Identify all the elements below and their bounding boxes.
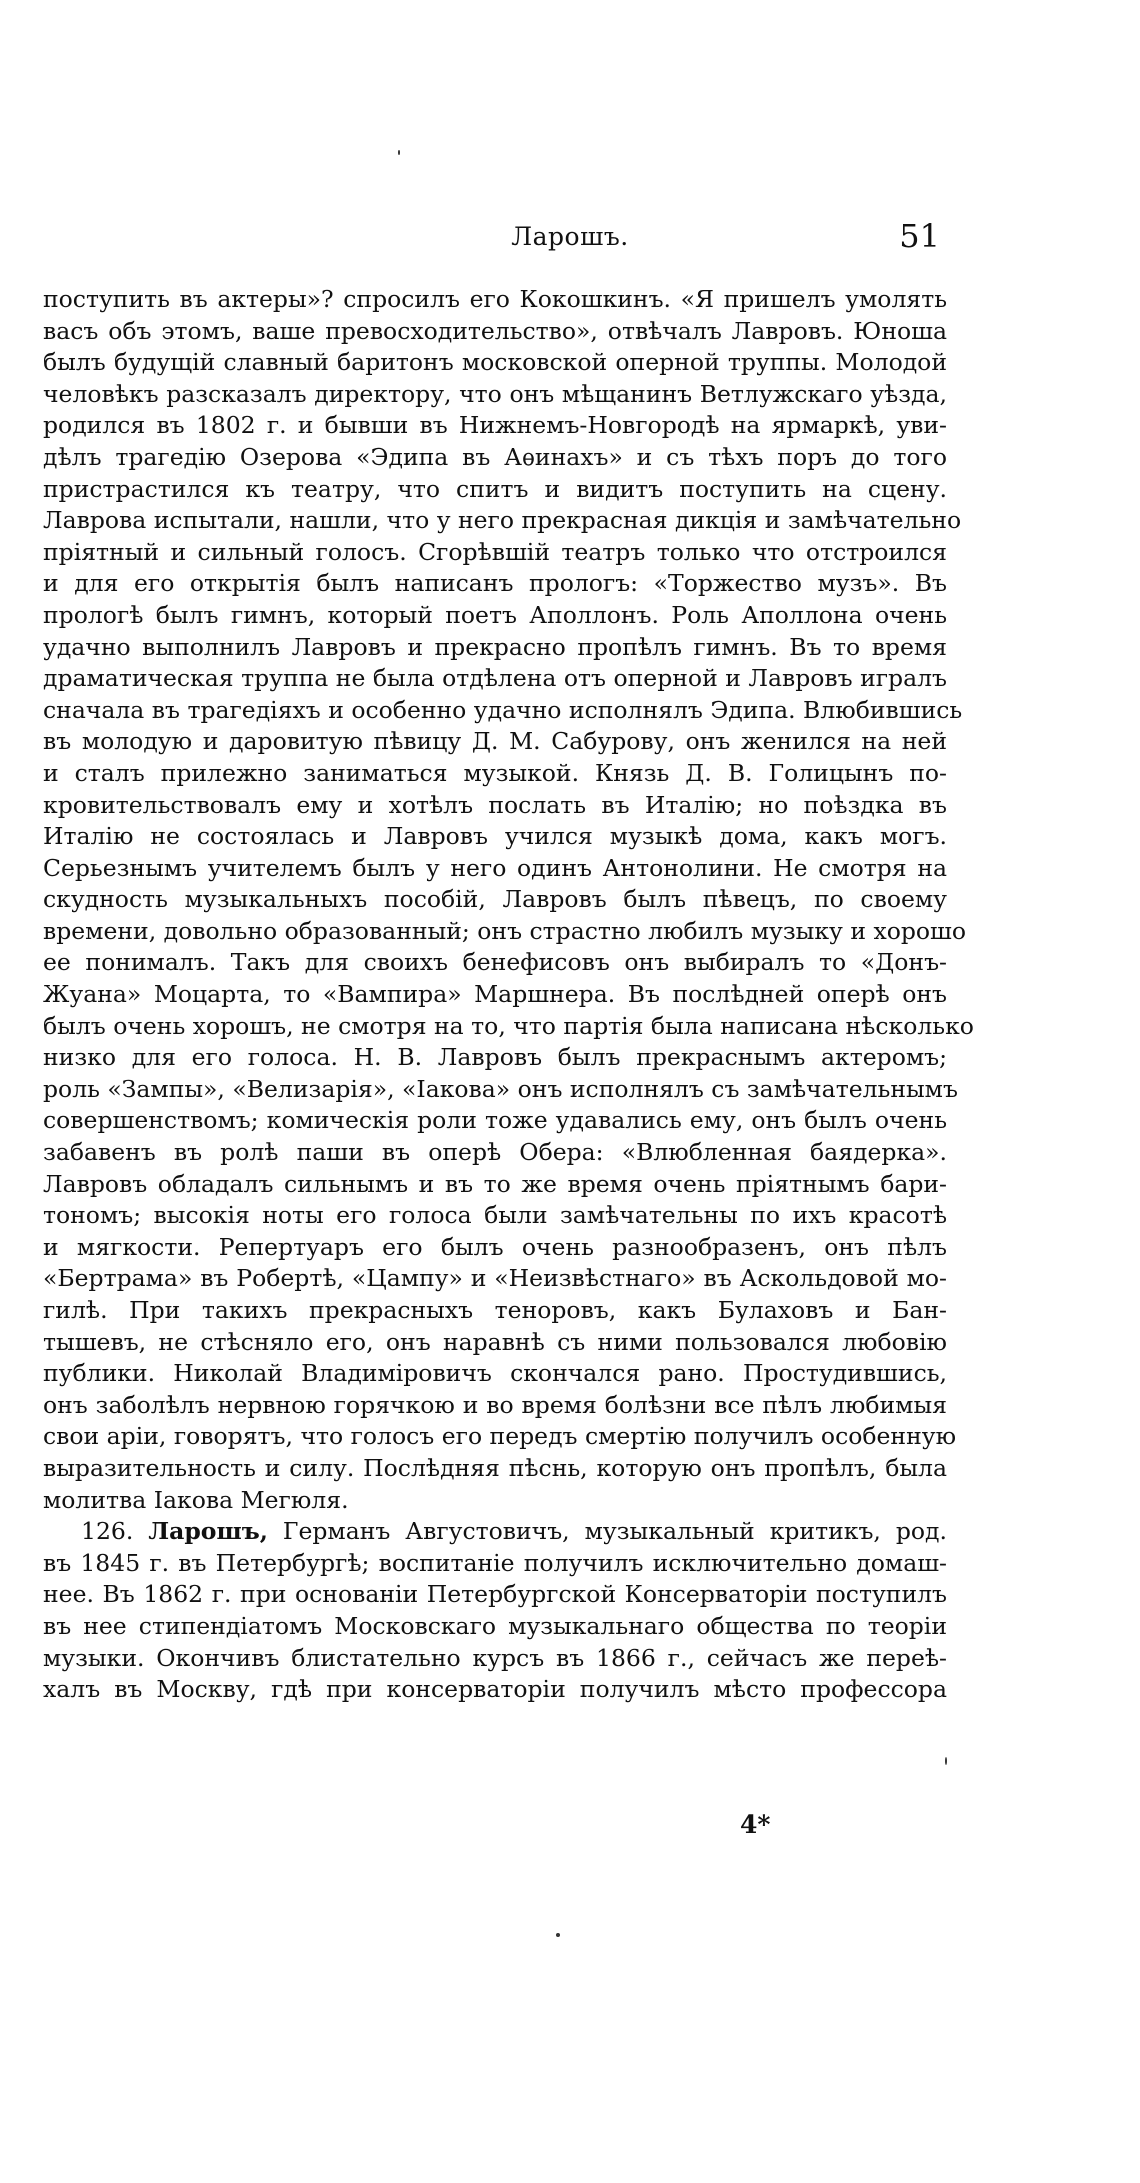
text-line: дѣлъ трагедію Озерова «Эдипа въ Аѳинахъ» и съ тѣхъ поръ до того — [43, 442, 947, 471]
signature-mark: 4* — [740, 1810, 771, 1839]
text-line: свои аріи, говорятъ, что голосъ его передъ смертію получилъ особенную — [43, 1422, 957, 1451]
text-line: молитва Іакова Мегюля. — [43, 1485, 349, 1514]
text-line: тышевъ, не стѣсняло его, онъ наравнѣ съ ними пользовался любовію — [43, 1327, 947, 1356]
running-title: Ларошъ. — [511, 222, 629, 251]
text-line: тономъ; высокія ноты его голоса были замѣчательны по ихъ красотѣ — [43, 1201, 947, 1230]
text-line: Серьезнымъ учителемъ былъ у него одинъ Антонолини. Не смотря на — [43, 853, 947, 882]
text-line: забавенъ въ ролѣ паши въ оперѣ Обера: «Влюбленная баядерка». — [43, 1138, 947, 1167]
body-text — [43, 284, 974, 1706]
print-speck — [556, 1933, 560, 1937]
text-line: онъ заболѣлъ нервною горячкою и во время болѣзни все пѣлъ любимыя — [43, 1390, 947, 1419]
text-line: Жуана» Моцарта, то «Вампира» Маршнера. Въ послѣдней оперѣ онъ — [43, 980, 947, 1009]
text-line: публики. Николай Владиміровичъ скончался рано. Простудившись, — [43, 1359, 947, 1388]
text-line: въ нее стипендіатомъ Московскаго музыкальнаго общества по теоріи — [43, 1611, 947, 1640]
text-line: и сталъ прилежно заниматься музыкой. Князь Д. В. Голицынъ по- — [43, 758, 947, 787]
entry-first-line-text: Германъ Августовичъ, музыкальный критикъ, род. — [282, 1517, 947, 1546]
text-line: роль «Зампы», «Велизарія», «Іакова» онъ исполнялъ съ замѣчательнымъ — [43, 1074, 958, 1103]
text-line: времени, довольно образованный; онъ страстно любилъ музыку и хорошо — [43, 916, 967, 945]
text-line: Лавровъ обладалъ сильнымъ и въ то же время очень пріятнымъ бари- — [43, 1169, 947, 1198]
text-line: удачно выполнилъ Лавровъ и прекрасно пропѣлъ гимнъ. Въ то время — [43, 632, 947, 661]
text-line: человѣкъ разсказалъ директору, что онъ мѣщанинъ Ветлужскаго уѣзда, — [43, 379, 947, 408]
text-line: кровительствовалъ ему и хотѣлъ послать въ Италію; но поѣздка въ — [43, 790, 947, 819]
text-line: нее. Въ 1862 г. при основаніи Петербургской Консерваторіи поступилъ — [43, 1580, 947, 1609]
text-line: пристрастился къ театру, что спитъ и видитъ поступить на сцену. — [43, 474, 947, 503]
text-line: поступить въ актеры»? спросилъ его Кокошкинъ. «Я пришелъ умолять — [43, 285, 947, 313]
text-line: и мягкости. Репертуаръ его былъ очень разнообразенъ, онъ пѣлъ — [43, 1232, 947, 1261]
text-line: прологѣ былъ гимнъ, который поетъ Аполлонъ. Роль Аполлона очень — [43, 600, 947, 629]
print-speck — [398, 150, 400, 155]
text-line: халъ въ Москву, гдѣ при консерваторіи получилъ мѣсто профессора — [43, 1675, 947, 1704]
text-line: ее понималъ. Такъ для своихъ бенефисовъ онъ выбиралъ то «Донъ- — [43, 948, 947, 977]
entry-first-line — [43, 1516, 947, 1548]
text-line: совершенствомъ; комическія роли тоже удавались ему, онъ былъ очень — [43, 1106, 947, 1135]
entry-number: 126. — [81, 1517, 134, 1546]
text-line: родился въ 1802 г. и бывши въ Нижнемъ-Новгородѣ на ярмаркѣ, уви- — [43, 411, 947, 440]
text-line: скудность музыкальныхъ пособій, Лавровъ былъ пѣвецъ, по своему — [43, 885, 947, 914]
text-line: драматическая труппа не была отдѣлена отъ оперной и Лавровъ игралъ — [43, 664, 947, 693]
text-line: выразительность и силу. Послѣдняя пѣснь, которую онъ пропѣлъ, была — [43, 1453, 947, 1482]
text-line: въ молодую и даровитую пѣвицу Д. М. Сабурову, онъ женился на ней — [43, 727, 947, 756]
text-line: Лаврова испытали, нашли, что у него прекрасная дикція и замѣчательно — [43, 506, 962, 535]
text-line: сначала въ трагедіяхъ и особенно удачно исполнялъ Эдипа. Влюбившись — [43, 695, 963, 724]
print-speck — [945, 1757, 947, 1765]
text-line: «Бертрама» въ Робертѣ, «Цампу» и «Неизвѣстнаго» въ Аскольдовой мо- — [43, 1264, 947, 1293]
text-line: Италію не состоялась и Лавровъ учился музыкѣ дома, какъ могъ. — [43, 822, 947, 851]
text-line: низко для его голоса. Н. В. Лавровъ былъ прекраснымъ актеромъ; — [43, 1043, 947, 1072]
text-line: пріятный и сильный голосъ. Сгорѣвшій театръ только что отстроился — [43, 537, 947, 566]
entry-name: Ларошъ, — [148, 1517, 268, 1546]
text-line: въ 1845 г. въ Петербургѣ; воспитаніе получилъ исключительно домаш- — [43, 1548, 947, 1577]
text-line: былъ будущій славный баритонъ московской оперной труппы. Молодой — [43, 348, 947, 377]
text-line: музыки. Окончивъ блистательно курсъ въ 1866 г., сейчасъ же переѣ- — [43, 1643, 947, 1672]
text-line: гилѣ. При такихъ прекрасныхъ теноровъ, какъ Булаховъ и Бан- — [43, 1296, 947, 1324]
text-line: былъ очень хорошъ, не смотря на то, что партія была написана нѣсколько — [43, 1011, 974, 1040]
text-line: и для его открытія былъ написанъ прологъ: «Торжество музъ». Въ — [43, 569, 947, 598]
page-number: 51 — [899, 217, 940, 255]
text-line: васъ объ этомъ, ваше превосходительство», отвѣчалъ Лавровъ. Юноша — [43, 316, 947, 345]
